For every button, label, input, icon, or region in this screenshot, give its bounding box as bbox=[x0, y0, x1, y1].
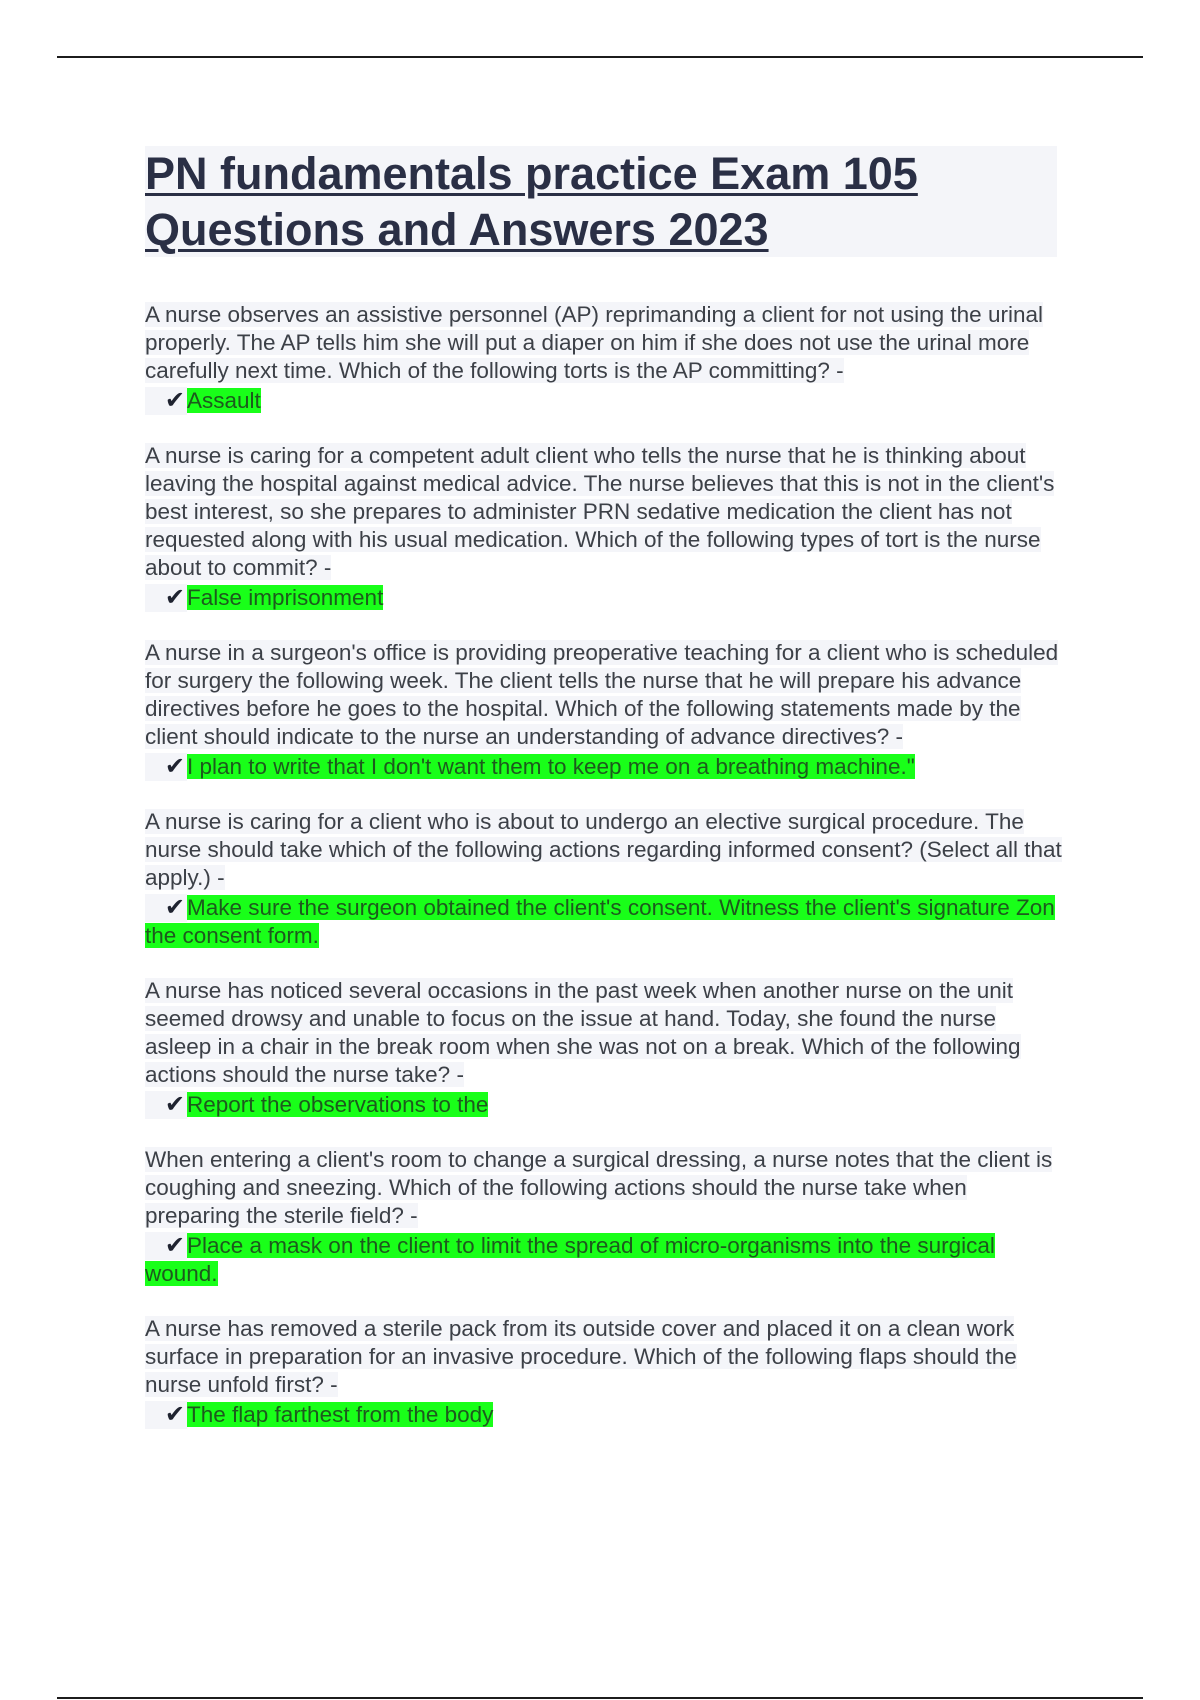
check-icon: ✔ bbox=[145, 1232, 187, 1260]
title-block bbox=[145, 146, 1057, 257]
qa-item bbox=[145, 301, 1065, 415]
qa-item bbox=[145, 442, 1065, 612]
answer-text: I plan to write that I don't want them to keep me on a breathing machine." bbox=[187, 754, 915, 779]
question-text: A nurse observes an assistive personnel (AP) reprimanding a client for not using the urinal properly. The AP tells him she will put a diaper on him if she does not use the urinal more carefully next time. Which of the following torts is the AP committing? - bbox=[145, 302, 1043, 383]
check-icon: ✔ bbox=[145, 753, 187, 781]
answer-text: Assault bbox=[187, 388, 261, 413]
question-text: A nurse in a surgeon's office is providing preoperative teaching for a client who is scheduled for surgery the following week. The client tells the nurse that he will prepare his advance directives before he goes to the hospital. Which of the following statements made by the client should indicate to the nurse an understanding of advance directives? - bbox=[145, 640, 1059, 749]
bottom-divider bbox=[57, 1697, 1143, 1699]
answer-text: Make sure the surgeon obtained the client's consent. Witness the client's signature Zon the consent form. bbox=[145, 895, 1055, 948]
qa-item bbox=[145, 1146, 1065, 1288]
answer-text: The flap farthest from the body bbox=[187, 1402, 494, 1427]
qa-item bbox=[145, 808, 1065, 950]
check-icon: ✔ bbox=[145, 584, 187, 612]
question-text: When entering a client's room to change a surgical dressing, a nurse notes that the client is coughing and sneezing. Which of the following actions should the nurse take when preparing the sterile field? - bbox=[145, 1147, 1053, 1228]
check-icon: ✔ bbox=[145, 1401, 187, 1429]
qa-item bbox=[145, 639, 1065, 781]
answer-text: Report the observations to the bbox=[187, 1092, 489, 1117]
title-line-2: Questions and Answers 2023 bbox=[145, 204, 769, 255]
page-title bbox=[145, 146, 1057, 258]
question-text: A nurse has removed a sterile pack from its outside cover and placed it on a clean work surface in preparation for an invasive procedure. Which of the following flaps should the nurse unfold first? - bbox=[145, 1316, 1017, 1397]
question-text: A nurse is caring for a client who is about to undergo an elective surgical procedure. The nurse should take which of the following actions regarding informed consent? (Select all that apply.) - bbox=[145, 809, 1062, 890]
title-line-1: PN fundamentals practice Exam 105 bbox=[145, 148, 918, 199]
question-text: A nurse is caring for a competent adult client who tells the nurse that he is thinking about leaving the hospital against medical advice. The nurse believes that this is not in the client's best interest, so she prepares to administer PRN sedative medication the client has not requested along with his usual medication. Which of the following types of tort is the nurse about to commit? - bbox=[145, 443, 1055, 580]
answer-text: False imprisonment bbox=[187, 585, 384, 610]
qa-item bbox=[145, 1315, 1065, 1429]
qa-list bbox=[145, 301, 1065, 1456]
check-icon: ✔ bbox=[145, 387, 187, 415]
question-text: A nurse has noticed several occasions in the past week when another nurse on the unit seemed drowsy and unable to focus on the issue at hand. Today, she found the nurse asleep in a chair in the break room when she was not on a break. Which of the following actions should the nurse take? - bbox=[145, 978, 1021, 1087]
check-icon: ✔ bbox=[145, 894, 187, 922]
top-divider bbox=[57, 56, 1143, 58]
qa-item bbox=[145, 977, 1065, 1119]
check-icon: ✔ bbox=[145, 1091, 187, 1119]
answer-text: Place a mask on the client to limit the spread of micro-organisms into the surgical wound. bbox=[145, 1233, 995, 1286]
